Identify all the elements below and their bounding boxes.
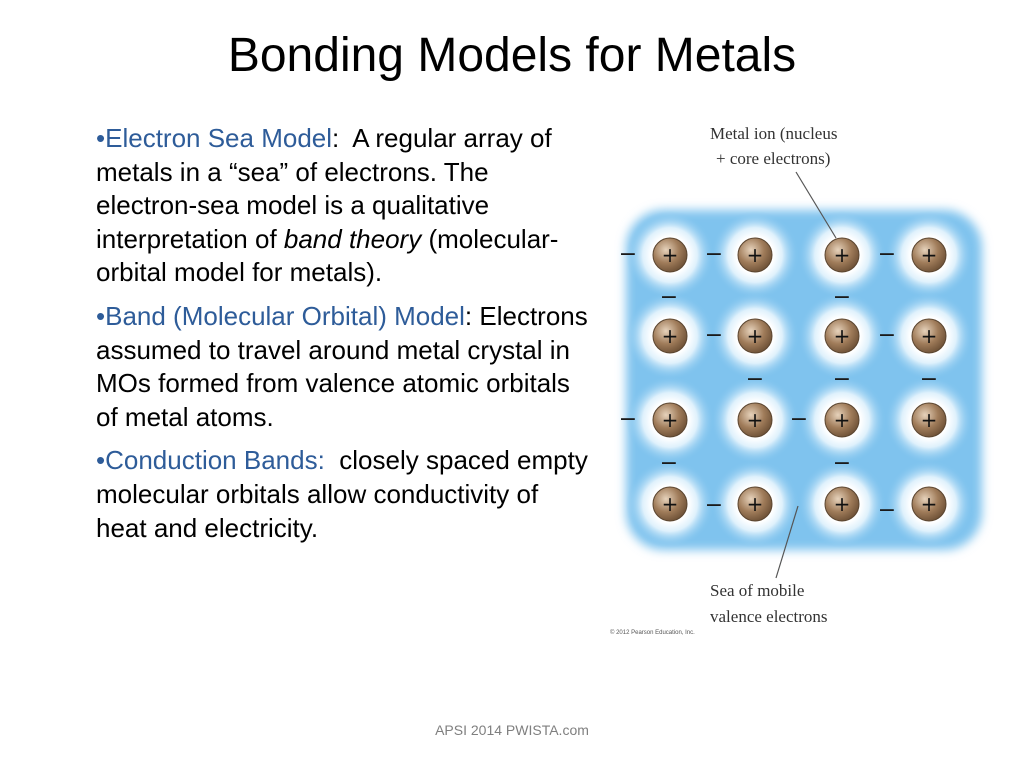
mobile-electron: − [618, 242, 638, 267]
ion-charge-label: + [833, 324, 851, 348]
ion-charge-label: + [833, 492, 851, 516]
copyright-notice: © 2012 Pearson Education, Inc. [610, 630, 695, 636]
mobile-electron: − [919, 367, 939, 392]
ion-charge-label: + [920, 243, 938, 267]
mobile-electron: − [832, 367, 852, 392]
metal-ion [825, 238, 859, 272]
label-metal-ion-line1: Metal ion (nucleus [710, 124, 838, 143]
term-separator: : [332, 123, 353, 153]
metal-ion [738, 238, 772, 272]
ion-charge-label: + [746, 324, 764, 348]
metal-ion [825, 487, 859, 521]
bullet-conduction-bands [96, 444, 596, 545]
bullet-text: A regular array of metals in a “sea” of electrons. The electron-sea model is a qualitative interpretation of [96, 123, 552, 254]
mobile-electron: − [877, 498, 897, 523]
ion-charge-label: + [920, 408, 938, 432]
ion-charge-label: + [746, 243, 764, 267]
term-band-model: Band (Molecular Orbital) Model [105, 300, 465, 331]
ion-charge-label: + [833, 243, 851, 267]
metal-ion [653, 319, 687, 353]
mobile-electron: − [704, 323, 724, 348]
mobile-electron: − [877, 242, 897, 267]
ion-charge-label: + [746, 408, 764, 432]
metal-ion [653, 487, 687, 521]
bullet-text: closely spaced empty molecular orbitals allow conductivity of heat and electricity. [96, 445, 588, 543]
ion-charge-label: + [661, 408, 679, 432]
metal-ion [653, 238, 687, 272]
bullet-marker: • [96, 445, 106, 476]
mobile-electron: − [789, 407, 809, 432]
metal-ion [825, 319, 859, 353]
ion-charge-label: + [661, 243, 679, 267]
bullet-text: Electrons assumed to travel around metal crystal in MOs formed from valence atomic orbitals of metal atoms. [96, 300, 588, 432]
mobile-electron: − [877, 323, 897, 348]
italic-band-theory: band theory [283, 223, 422, 254]
label-sea-line2: valence electrons [710, 607, 828, 626]
mobile-electron: − [832, 285, 852, 310]
term-conduction-bands: Conduction Bands: [105, 445, 325, 476]
bullet-electron-sea-model [96, 122, 596, 290]
bullet-list [96, 122, 596, 555]
metal-ion [912, 403, 946, 437]
ion-charge-label: + [833, 408, 851, 432]
ion-charge-label: + [661, 324, 679, 348]
metal-ion [738, 487, 772, 521]
mobile-electron: − [745, 367, 765, 392]
slide-footer: APSI 2014 PWISTA.com [435, 722, 589, 738]
metal-ion [738, 319, 772, 353]
ion-charge-label: + [920, 324, 938, 348]
label-metal-ion-line2: + core electrons) [716, 149, 831, 168]
term-separator: : [464, 300, 480, 331]
mobile-electron: − [659, 285, 679, 310]
ion-charge-label: + [746, 492, 764, 516]
mobile-electron: − [704, 493, 724, 518]
label-sea-line1: Sea of mobile [710, 581, 805, 600]
mobile-electron: − [659, 451, 679, 476]
term-separator [325, 445, 339, 475]
electron-sea-diagram [608, 118, 1000, 650]
metal-ion [653, 403, 687, 437]
ion-charge-label: + [920, 492, 938, 516]
metal-ion [738, 403, 772, 437]
bullet-marker: • [96, 300, 106, 331]
metal-ion [912, 238, 946, 272]
metal-ion [825, 403, 859, 437]
metal-ion [912, 487, 946, 521]
metal-ion [912, 319, 946, 353]
mobile-electron: − [832, 451, 852, 476]
bullet-text-continued: (molecular-orbital model for metals). [96, 223, 559, 288]
term-electron-sea-model: Electron Sea Model [105, 123, 333, 153]
bullet-marker: • [96, 123, 106, 153]
bullet-band-model [96, 300, 596, 434]
mobile-electron: − [618, 407, 638, 432]
mobile-electron: − [704, 242, 724, 267]
slide-title: Bonding Models for Metals [227, 29, 797, 82]
ion-charge-label: + [661, 492, 679, 516]
